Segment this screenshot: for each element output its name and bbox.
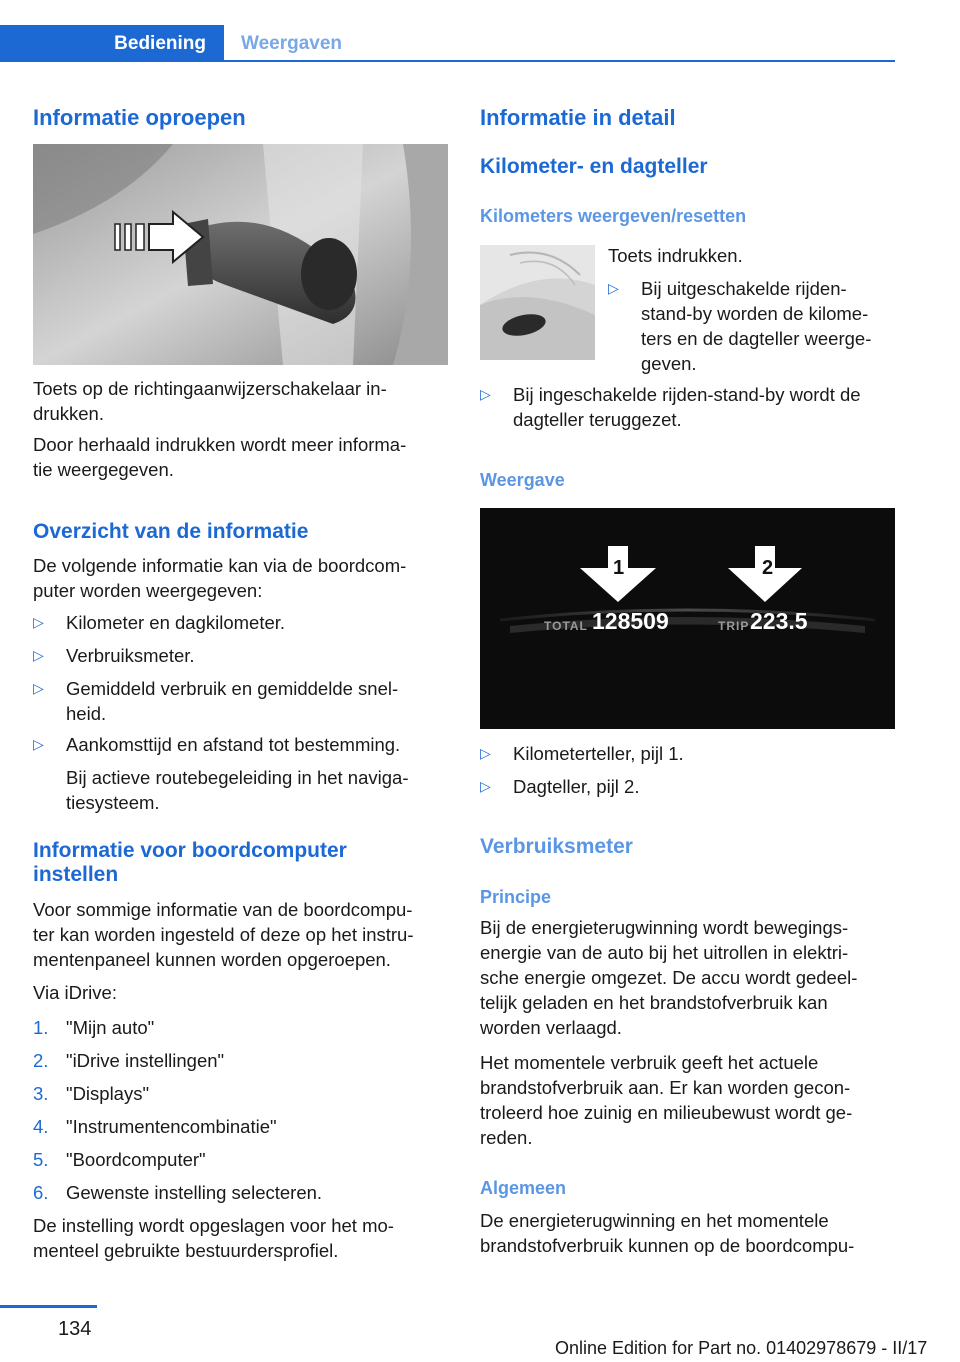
total-value: 128509	[592, 608, 669, 634]
para-energieterugwinning-algemeen: De energieterugwinning en het momentele brandstofverbruik kunnen op de boordcompu-	[480, 1210, 855, 1256]
heading-algemeen: Algemeen	[480, 1178, 567, 1198]
para-toets-indrukken: Toets indrukken.	[608, 245, 743, 266]
para-momentele-verbruik: Het momentele verbruik geeft het actuele brandstofverbruik aan. Er kan worden gecon- troleerd hoe zuinig en milieubewust wordt ge- reden.	[480, 1052, 853, 1148]
heading-kilometer-dagteller: Kilometer- en dagteller	[480, 155, 708, 178]
para-sommige-info: Voor sommige informatie van de boordcompu- ter kan worden ingesteld of deze op het instru- mentenpaneel kunnen worden opgeroepen.	[33, 899, 414, 970]
heading-informatie-oproepen: Informatie oproepen	[33, 105, 246, 130]
header-rule	[224, 60, 895, 62]
para-herhaald: Door herhaald indrukken wordt meer informa- tie weergegeven.	[33, 434, 407, 480]
heading-boordcomputer-instellen: Informatie voor boordcomputer instellen	[33, 839, 347, 886]
arrow-2-label: 2	[762, 557, 774, 579]
para-routebegeleiding: Bij actieve routebegeleiding in het naviga- tiesysteem.	[66, 767, 409, 813]
arrow-1-label: 1	[613, 557, 625, 579]
trip-label: TRIP	[718, 619, 750, 633]
para-via-idrive: Via iDrive:	[33, 982, 117, 1003]
photo-stalk-button	[480, 245, 595, 360]
page-header	[0, 0, 895, 62]
heading-principe: Principe	[480, 887, 552, 907]
total-label: TOTAL	[544, 619, 588, 633]
heading-overzicht: Overzicht van de informatie	[33, 520, 309, 543]
page-number: 134	[58, 1318, 92, 1340]
para-toets-richting: Toets op de richtingaanwijzerschakelaar in- drukken.	[33, 378, 387, 424]
para-volgende-info: De volgende informatie kan via de boordcom- puter worden weergegeven:	[33, 555, 407, 601]
photo-turn-signal-stalk	[33, 144, 448, 365]
edition-text: Online Edition for Part no. 01402978679 - II/17	[555, 1338, 928, 1358]
para-energieterugwinning: Bij de energieterugwinning wordt bewegings- energie van de auto bij het uitrollen in elektri- sche energie omgezet. De accu wordt gedeel- telijk geladen en het brandstofverbruik kan worden verlaagd.	[480, 917, 858, 1038]
heading-weergave: Weergave	[480, 470, 565, 490]
trip-value: 223.5	[750, 608, 808, 634]
footer-rule	[0, 1305, 97, 1308]
heading-verbruiksmeter: Verbruiksmeter	[480, 835, 633, 858]
tab-bediening[interactable]: Bediening	[0, 25, 224, 62]
heading-informatie-in-detail: Informatie in detail	[480, 105, 676, 130]
display-odometer	[480, 508, 895, 729]
heading-kilometers-resetten: Kilometers weergeven/resetten	[480, 206, 747, 226]
tab-weergaven[interactable]: Weergaven	[241, 32, 343, 54]
para-instelling-opgeslagen: De instelling wordt opgeslagen voor het mo- menteel gebruikte bestuurdersprofiel.	[33, 1215, 394, 1261]
